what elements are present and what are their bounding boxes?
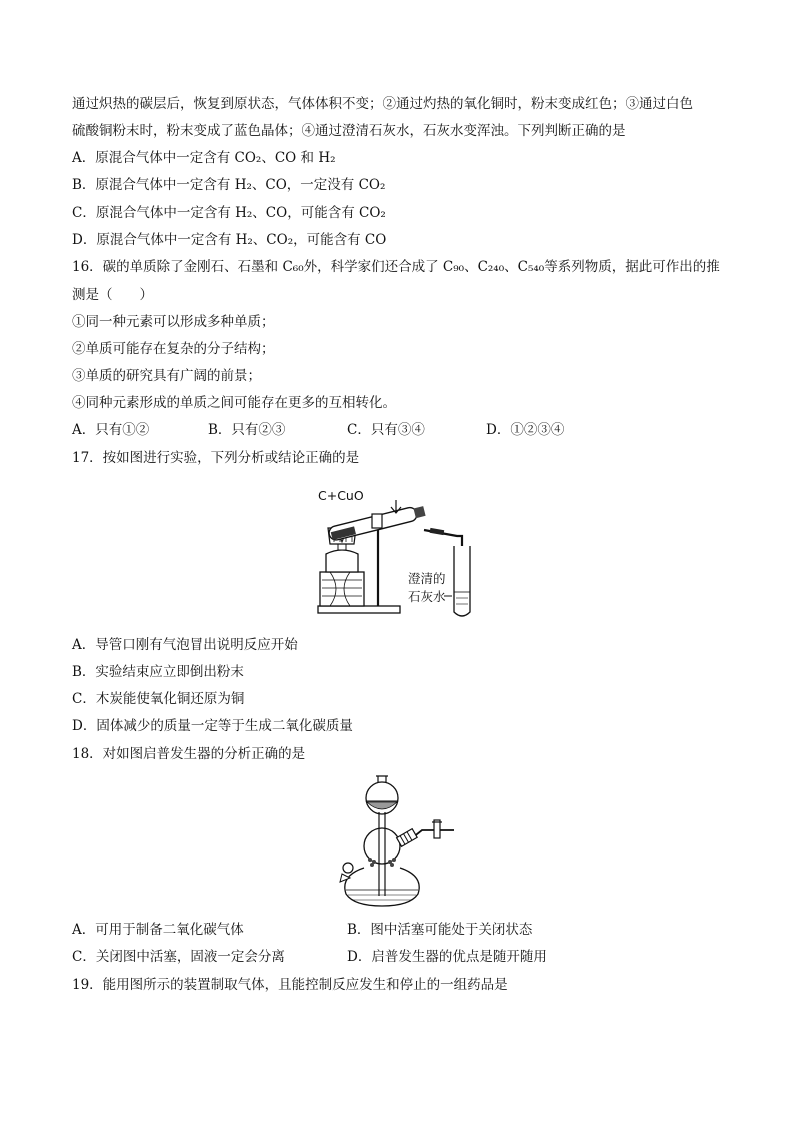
q15-stem-line1: 通过炽热的碳层后，恢复到原状态，气体体积不变；②通过灼热的氧化铜时，粉末变成红色；③通过白色 (72, 96, 693, 112)
solid-pellets (368, 858, 396, 867)
q15-option-a: A．原混合气体中一定含有 CO₂、CO 和 H₂ (72, 150, 336, 166)
q16-option-a: A．只有①② (72, 422, 150, 438)
q18-option-b: B．图中活塞可能处于关闭状态 (347, 922, 533, 938)
carbon-reduction-apparatus-figure (312, 484, 492, 624)
stand-base (318, 606, 400, 613)
fig-label-c-cuo: C+CuO (318, 488, 364, 503)
q16-stem-line2: 测是（ ） (72, 287, 153, 303)
q16-statement-3: ③单质的研究具有广阔的前景； (72, 368, 261, 384)
q16-statement-4: ④同种元素形成的单质之间可能存在更多的互相转化。 (72, 395, 396, 411)
q15-option-d: D．原混合气体中一定含有 H₂、CO₂，可能含有 CO (72, 232, 387, 248)
q15-option-b: B．原混合气体中一定含有 H₂、CO，一定没有 CO₂ (72, 177, 386, 193)
receiving-test-tube (454, 546, 470, 616)
q18-option-d: D．启普发生器的优点是随开随用 (347, 949, 547, 965)
q16-statement-1: ①同一种元素可以形成多种单质； (72, 314, 275, 330)
q18-stem: 18．对如图启普发生器的分析正确的是 (72, 746, 306, 762)
fig-label-limewater-2: 石灰水 (408, 589, 446, 604)
wood-block (320, 572, 364, 606)
q18-option-c: C．关闭图中活塞，固液一定会分离 (72, 949, 285, 965)
q16-option-b: B．只有②③ (208, 422, 286, 438)
q15-option-c: C．原混合气体中一定含有 H₂、CO，可能含有 CO₂ (72, 205, 386, 221)
fig-label-limewater-1: 澄清的 (408, 571, 446, 586)
q17-option-d: D．固体减少的质量一定等于生成二氧化碳质量 (72, 718, 353, 734)
q16-option-c: C．只有③④ (347, 422, 425, 438)
q17-stem: 17．按如图进行实验，下列分析或结论正确的是 (72, 450, 360, 466)
q17-option-c: C．木炭能使氧化铜还原为铜 (72, 691, 245, 707)
stopcock (434, 820, 440, 838)
q18-option-a: A．可用于制备二氧化碳气体 (72, 922, 244, 938)
q16-option-d: D．①②③④ (486, 422, 565, 438)
q16-stem-line1: 16．碳的单质除了金刚石、石墨和 C₆₀外，科学家们还合成了 C₉₀、C₂₄₀、C₅₄₀等系列物质，据此可作出的推 (72, 259, 720, 275)
q16-statement-2: ②单质可能存在复杂的分子结构； (72, 341, 275, 357)
kipp-generator-figure (336, 772, 466, 910)
alcohol-lamp (326, 550, 358, 572)
q17-option-a: A．导管口刚有气泡冒出说明反应开始 (72, 637, 298, 653)
clamp (372, 514, 382, 528)
q15-stem-line2: 硫酸铜粉末时，粉末变成了蓝色晶体；④通过澄清石灰水，石灰水变浑浊。下列判断正确的是 (72, 123, 626, 139)
q19-stem: 19．能用图所示的装置制取气体，且能控制反应发生和停止的一组药品是 (72, 977, 508, 993)
q17-option-b: B．实验结束应立即倒出粉末 (72, 664, 244, 680)
